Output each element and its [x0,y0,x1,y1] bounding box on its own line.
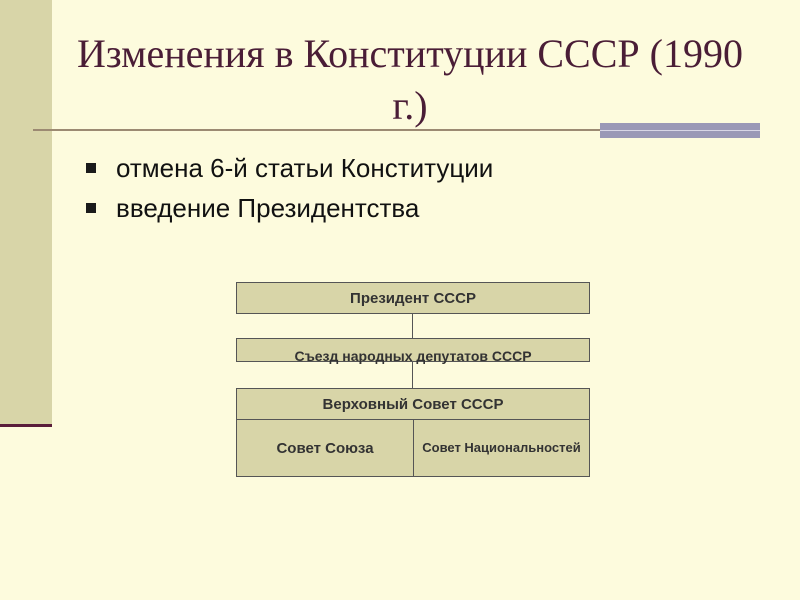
slide-title: Изменения в Конституции СССР (1990 г.) [77,31,743,128]
congress-box [236,338,590,362]
congress-label: Съезд народных депутатов СССР [294,348,532,364]
soviet-nationalities-box [413,419,590,477]
bullet-item [86,148,493,188]
bullet-list [86,148,493,228]
soviet-union-label: Совет Союза [276,439,374,457]
president-box [236,282,590,314]
supreme-soviet-label: Верховный Совет СССР [322,395,504,413]
bullet-text: отмена 6-й статьи Конституции [116,152,494,183]
square-bullet-icon [86,163,96,173]
bullet-text: введение Президентства [116,192,420,223]
title-divider [33,129,601,131]
title-accent-line [600,130,760,131]
supreme-soviet-box [236,388,590,420]
left-decor-underline [0,424,52,427]
soviet-nationalities-label: Совет Национальностей [422,440,581,455]
bullet-item [86,188,493,228]
left-decor-bar [0,0,52,426]
square-bullet-icon [86,203,96,213]
president-label: Президент СССР [350,289,476,307]
soviet-union-box [236,419,414,477]
